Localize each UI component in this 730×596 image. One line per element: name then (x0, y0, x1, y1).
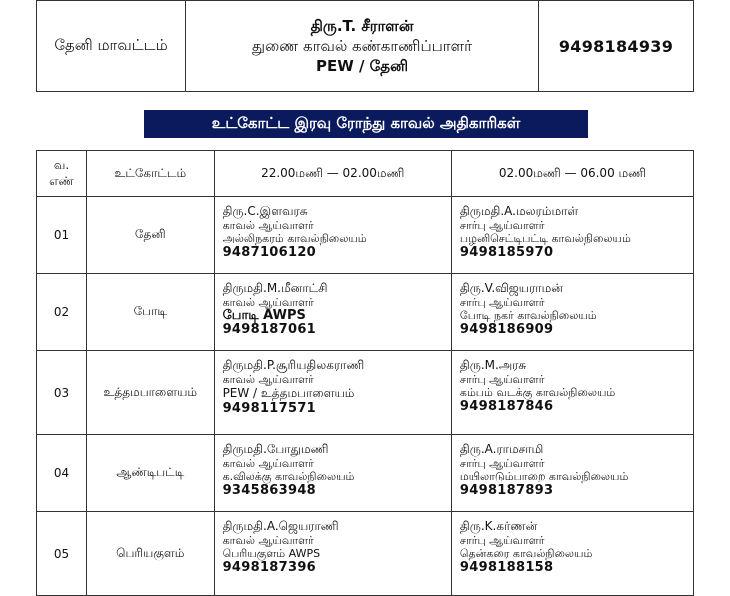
shift1-officer (214, 435, 451, 512)
shift2-officer (451, 351, 693, 435)
row-number: 04 (37, 435, 87, 512)
table-row (37, 512, 694, 596)
officer-phone: 9498184939 (539, 1, 694, 92)
patrol-table (36, 150, 694, 596)
officer-station: போடி நகர் காவல்நிலையம் (459, 309, 597, 322)
officer-name: திருமதி.A.மலரம்மாள் (459, 204, 579, 218)
officer-role: காவல் ஆய்வாளர் (222, 457, 314, 470)
officer-role: சார்பு ஆய்வாளர் (459, 373, 545, 386)
officer-station: பெரியகுளம் AWPS (222, 547, 321, 560)
table-row (37, 274, 694, 351)
officer-phone: 9498187396 (222, 560, 317, 575)
officer-name: திருமதி.A.ஜெயராணி (222, 519, 339, 533)
row-number: 02 (37, 274, 87, 351)
row-number: 05 (37, 512, 87, 596)
table-row (37, 351, 694, 435)
officer-station: க.விலக்கு காவல்நிலையம் (222, 470, 355, 483)
district-name: தேனி மாவட்டம் (37, 1, 186, 92)
officer-station: பழனிசெட்டிபட்டி காவல்நிலையம் (459, 232, 631, 245)
col-header-no-line1: வ. (53, 157, 70, 172)
officer-role: சார்பு ஆய்வாளர் (459, 219, 545, 232)
officer-role: காவல் ஆய்வாளர் (222, 296, 314, 309)
officer-role: காவல் ஆய்வாளர் (222, 373, 314, 386)
col-header-subdivision: உட்கோட்டம் (86, 151, 214, 197)
shift1-officer (214, 274, 451, 351)
row-number: 01 (37, 197, 87, 274)
officer-role: காவல் ஆய்வாளர் (222, 534, 314, 547)
officer-role: காவல் ஆய்வாளர் (222, 219, 314, 232)
row-subdivision: போடி (86, 274, 214, 351)
officer-station: மயிலாடும்பாறை காவல்நிலையம் (459, 470, 629, 483)
shift1-officer (214, 197, 451, 274)
shift2-officer (451, 197, 693, 274)
officer-name: திரு.A.ராமசாமி (459, 442, 544, 456)
officer-station: அல்லிநகரம் காவல்நிலையம் (222, 232, 367, 245)
shift2-officer (451, 512, 693, 596)
officer-name: திருமதி.P.சூரியதிலகராணி (222, 358, 365, 372)
officer-phone: 9498187061 (222, 322, 317, 337)
row-subdivision: தேனி (86, 197, 214, 274)
col-header-no (37, 151, 87, 197)
officer-station: தென்கரை காவல்நிலையம் (459, 547, 593, 560)
table-row (37, 197, 694, 274)
officer-role: சார்பு ஆய்வாளர் (459, 534, 545, 547)
shift1-officer (214, 512, 451, 596)
shift2-officer (451, 435, 693, 512)
shift2-officer (451, 274, 693, 351)
row-subdivision: உத்தமபாளையம் (86, 351, 214, 435)
shift1-officer (214, 351, 451, 435)
officer-station: கம்பம் வடக்கு காவல்நிலையம் (459, 386, 616, 399)
row-subdivision: பெரியகுளம் (86, 512, 214, 596)
row-subdivision: ஆண்டிபட்டி (86, 435, 214, 512)
officer-phone: 9498188158 (459, 560, 554, 575)
officer-unit: PEW / தேனி (315, 57, 409, 75)
officer-block (186, 1, 539, 92)
officer-station: போடி AWPS (222, 308, 306, 323)
table-row (37, 435, 694, 512)
officer-station: PEW / உத்தமபாளையம் (222, 386, 355, 400)
officer-name: திரு.K.கர்ணன் (459, 519, 538, 533)
officer-title: துணை காவல் கண்காணிப்பாளர் (251, 37, 473, 55)
officer-name: திரு.M.அரசு (459, 358, 527, 372)
officer-phone: 9498186909 (459, 322, 554, 337)
table-header-row (37, 151, 694, 197)
row-number: 03 (37, 351, 87, 435)
officer-phone: 9345863948 (222, 483, 317, 498)
officer-phone: 9487106120 (222, 245, 317, 260)
officer-phone: 9498185970 (459, 245, 554, 260)
officer-name: திரு.C.இளவரசு (222, 204, 308, 218)
header-table (36, 0, 694, 92)
officer-name: திரு.V.விஜயராமன் (459, 281, 563, 295)
section-banner: உட்கோட்ட இரவு ரோந்து காவல் அதிகாரிகள் (144, 110, 588, 138)
col-header-shift2: 02.00மணி — 06.00 மணி (451, 151, 693, 197)
officer-phone: 9498117571 (222, 401, 317, 416)
officer-role: சார்பு ஆய்வாளர் (459, 296, 545, 309)
officer-name: திருமதி.M.மீனாட்சி (222, 281, 328, 295)
col-header-no-line2: எண் (49, 173, 74, 188)
officer-phone: 9498187893 (459, 483, 554, 498)
col-header-shift1: 22.00மணி — 02.00மணி (214, 151, 451, 197)
officer-phone: 9498187846 (459, 399, 554, 414)
officer-name: திரு.T. சீராளன் (310, 17, 414, 35)
officer-role: சார்பு ஆய்வாளர் (459, 457, 545, 470)
officer-name: திருமதி.போதுமணி (222, 442, 329, 456)
